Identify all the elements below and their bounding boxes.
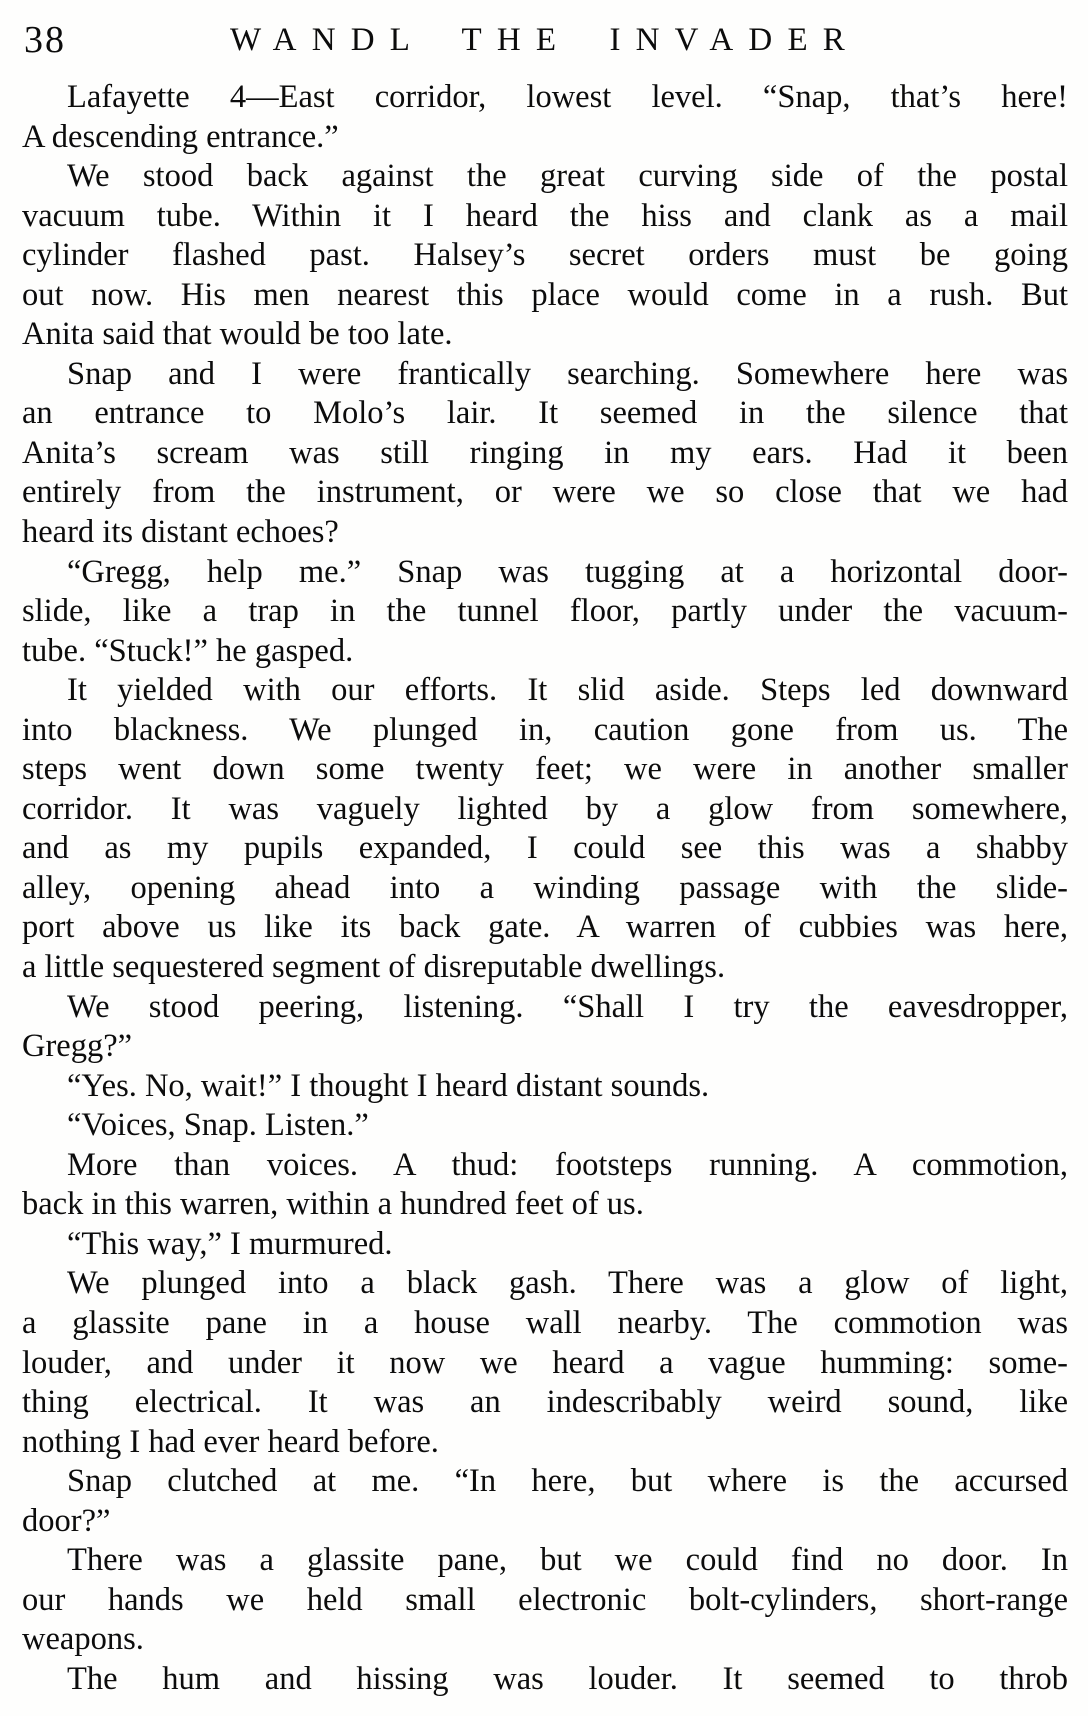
text-line: “Yes. No, wait!” I thought I heard distant sounds.	[67, 1067, 710, 1104]
paragraph	[22, 553, 1068, 672]
text-line: Snap clutched at me. “In here, but where is the accursed	[67, 1463, 1068, 1500]
text-line: louder, and under it now we heard a vague humming: some-	[22, 1344, 1068, 1381]
text-line: More than voices. A thud: footsteps running. A commotion,	[67, 1146, 1068, 1183]
page-body	[22, 78, 1068, 1699]
page-number: 38	[24, 19, 66, 61]
text-line: “Gregg, help me.” Snap was tugging at a horizontal door-	[67, 553, 1068, 590]
text-line: heard its distant echoes?	[22, 514, 339, 551]
text-line: a glassite pane in a house wall nearby. The commotion was	[22, 1304, 1068, 1341]
text-line: It yielded with our efforts. It slid aside. Steps led downward	[67, 672, 1068, 709]
paragraph	[22, 1146, 1068, 1225]
text-line: tube. “Stuck!” he gasped.	[22, 632, 354, 669]
text-line: out now. His men nearest this place would come in a rush. But	[22, 276, 1068, 313]
text-line: vacuum tube. Within it I heard the hiss and clank as a mail	[22, 197, 1068, 234]
text-line: weapons.	[22, 1621, 144, 1658]
paragraph	[22, 1264, 1068, 1462]
running-title: WANDL THE INVADER	[230, 22, 860, 58]
page-header	[22, 14, 1068, 68]
text-line: We stood back against the great curving side of the postal	[67, 158, 1068, 195]
text-line: a little sequestered segment of disreputable dwellings.	[22, 949, 726, 986]
text-line: corridor. It was vaguely lighted by a glow from somewhere,	[22, 790, 1068, 827]
text-line: our hands we held small electronic bolt-cylinders, short-range	[22, 1581, 1068, 1618]
text-line: “Voices, Snap. Listen.”	[67, 1107, 369, 1144]
text-line: thing electrical. It was an indescribably weird sound, like	[22, 1384, 1068, 1421]
text-line: door?”	[22, 1502, 111, 1539]
text-line: “This way,” I murmured.	[67, 1225, 393, 1262]
text-line: Anita’s scream was still ringing in my ears. Had it been	[22, 434, 1068, 471]
text-line: Anita said that would be too late.	[22, 316, 453, 353]
paragraph	[22, 1660, 1068, 1700]
text-line: and as my pupils expanded, I could see this was a shabby	[22, 830, 1068, 867]
text-line: nothing I had ever heard before.	[22, 1423, 439, 1460]
paragraph	[22, 1541, 1068, 1660]
text-line: entirely from the instrument, or were we so close that we had	[22, 474, 1068, 511]
text-line: port above us like its back gate. A warren of cubbies was here,	[22, 909, 1068, 946]
paragraph	[22, 1225, 1068, 1265]
paragraph	[22, 671, 1068, 987]
text-line: back in this warren, within a hundred feet of us.	[22, 1186, 644, 1223]
text-line: into blackness. We plunged in, caution gone from us. The	[22, 711, 1068, 748]
text-line: Snap and I were frantically searching. Somewhere here was	[67, 355, 1068, 392]
text-line: Gregg?”	[22, 1028, 133, 1065]
text-line: A descending entrance.”	[22, 118, 339, 155]
text-line: an entrance to Molo’s lair. It seemed in the silence that	[22, 395, 1068, 432]
paragraph	[22, 988, 1068, 1067]
text-line: Lafayette 4—East corridor, lowest level. “Snap, that’s here!	[67, 79, 1068, 115]
paragraph	[22, 157, 1068, 355]
text-line: We plunged into a black gash. There was a glow of light,	[67, 1265, 1068, 1302]
paragraph	[22, 1462, 1068, 1541]
text-line: slide, like a trap in the tunnel floor, partly under the vacuum-	[22, 593, 1068, 630]
paragraph	[22, 1067, 1068, 1107]
paragraph	[22, 1106, 1068, 1146]
text-line: We stood peering, listening. “Shall I try the eavesdropper,	[67, 988, 1068, 1025]
text-line: There was a glassite pane, but we could find no door. In	[67, 1542, 1068, 1579]
paragraph	[22, 355, 1068, 553]
text-line: alley, opening ahead into a winding passage with the slide-	[22, 869, 1068, 906]
text-line: cylinder flashed past. Halsey’s secret orders must be going	[22, 237, 1068, 274]
text-line: steps went down some twenty feet; we were in another smaller	[22, 751, 1068, 788]
paragraph	[22, 78, 1068, 157]
text-line: The hum and hissing was louder. It seemed to throb	[67, 1660, 1068, 1697]
